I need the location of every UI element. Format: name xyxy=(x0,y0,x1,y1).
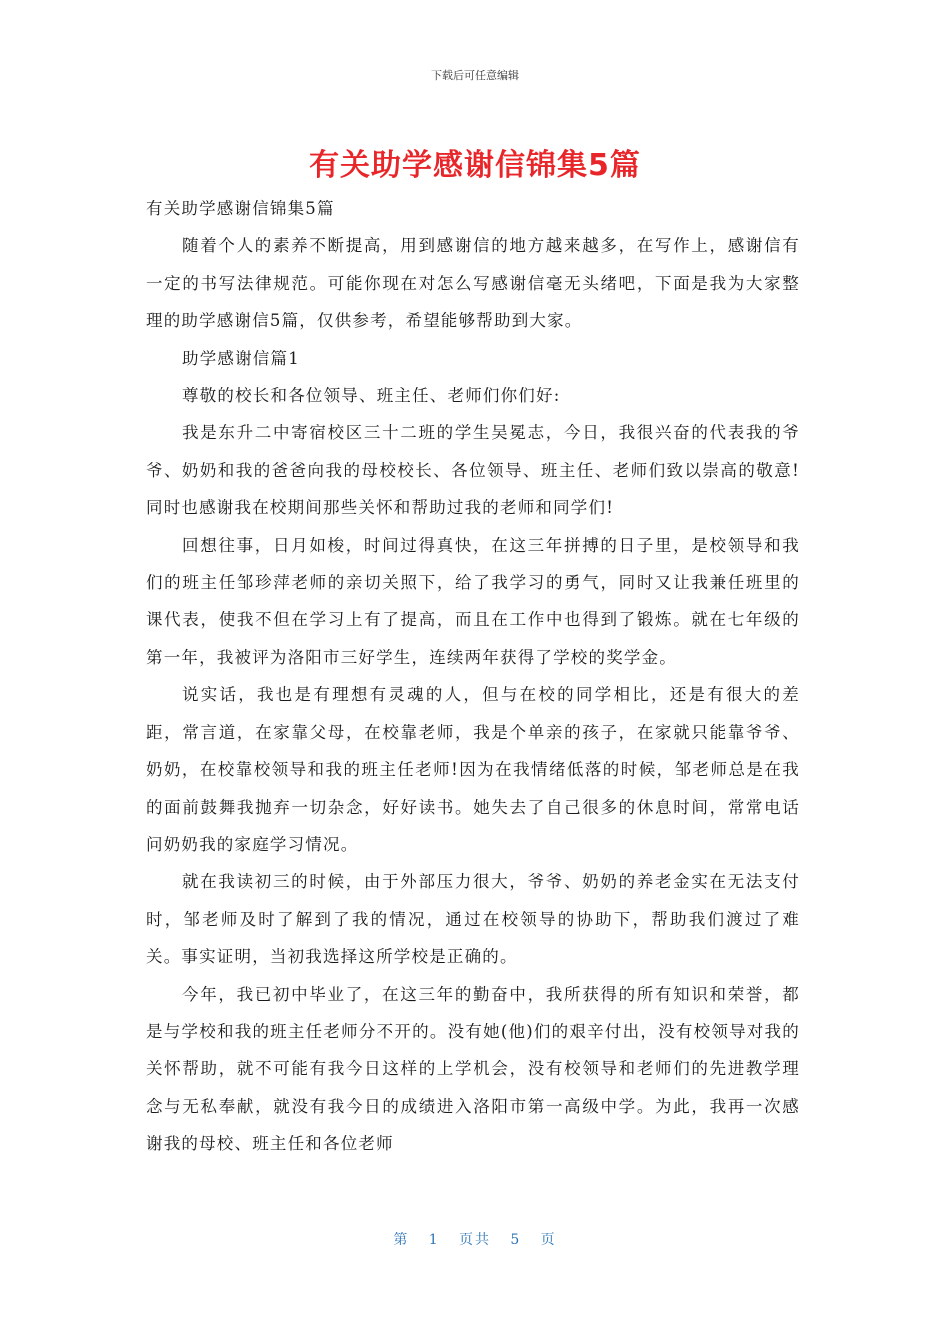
footer-page-number: 1 xyxy=(428,1232,440,1248)
paragraph-body: 今年，我已初中毕业了，在这三年的勤奋中，我所获得的所有知识和荣誉，都是与学校和我的班主任老师分不开的。没有她(他)们的艰辛付出，没有校领导对我的关怀帮助，就不可能有我今日这样的上学机会，没有校领导和老师们的先进教学理念与无私奉献，就没有我今日的成绩进入洛阳市第一高级中学。为此，我再一次感谢我的母校、班主任和各位老师 xyxy=(146,984,800,1154)
paragraph-body: 回想往事，日月如梭，时间过得真快，在这三年拼搏的日子里，是校领导和我们的班主任邹珍萍老师的亲切关照下，给了我学习的勇气，同时又让我兼任班里的课代表，使我不但在学习上有了提高，而且在工作中也得到了锻炼。就在七年级的第一年，我被评为洛阳市三好学生，连续两年获得了学校的奖学金。 xyxy=(146,535,800,667)
page-footer xyxy=(0,1229,950,1249)
document-body xyxy=(146,190,800,1163)
paragraph-body: 说实话，我也是有理想有灵魂的人，但与在校的同学相比，还是有很大的差距，常言道，在家靠父母，在校靠老师，我是个单亲的孩子，在家就只能靠爷爷、奶奶，在校靠校领导和我的班主任老师!因为在我情绪低落的时候，邹老师总是在我的面前鼓舞我抛弃一切杂念，好好读书。她失去了自己很多的休息时间，常常电话问奶奶我的家庭学习情况。 xyxy=(146,685,800,854)
footer-total-pages: 5 xyxy=(510,1232,522,1248)
paragraph-body: 就在我读初三的时候，由于外部压力很大，爷爷、奶奶的养老金实在无法支付时，邹老师及时了解到了我的情况，通过在校领导的协助下，帮助我们渡过了难关。事实证明，当初我选择这所学校是正确的。 xyxy=(146,872,800,967)
paragraph-subtitle: 有关助学感谢信锦集5篇 xyxy=(146,199,335,218)
document-title: 有关助学感谢信锦集5篇 xyxy=(309,148,641,183)
paragraph-salutation: 尊敬的校长和各位领导、班主任、老师们你们好: xyxy=(182,386,561,406)
footer-middle: 页共 xyxy=(459,1232,491,1248)
footer-prefix: 第 xyxy=(393,1232,410,1248)
header-note: 下载后可任意编辑 xyxy=(431,69,519,82)
paragraph-body: 我是东升二中寄宿校区三十二班的学生吴冕志，今日，我很兴奋的代表我的爷爷、奶奶和我的爸爸向我的母校校长、各位领导、班主任、老师们致以崇高的敬意!同时也感谢我在校期间那些关怀和帮助过我的老师和同学们! xyxy=(146,423,800,518)
paragraph-section-heading: 助学感谢信篇1 xyxy=(182,348,300,368)
footer-suffix: 页 xyxy=(540,1232,557,1248)
paragraph-intro: 随着个人的素养不断提高，用到感谢信的地方越来越多，在写作上，感谢信有一定的书写法律规范。可能你现在对怎么写感谢信毫无头绪吧，下面是我为大家整理的助学感谢信5篇，仅供参考，希望能够帮助到大家。 xyxy=(146,236,800,331)
